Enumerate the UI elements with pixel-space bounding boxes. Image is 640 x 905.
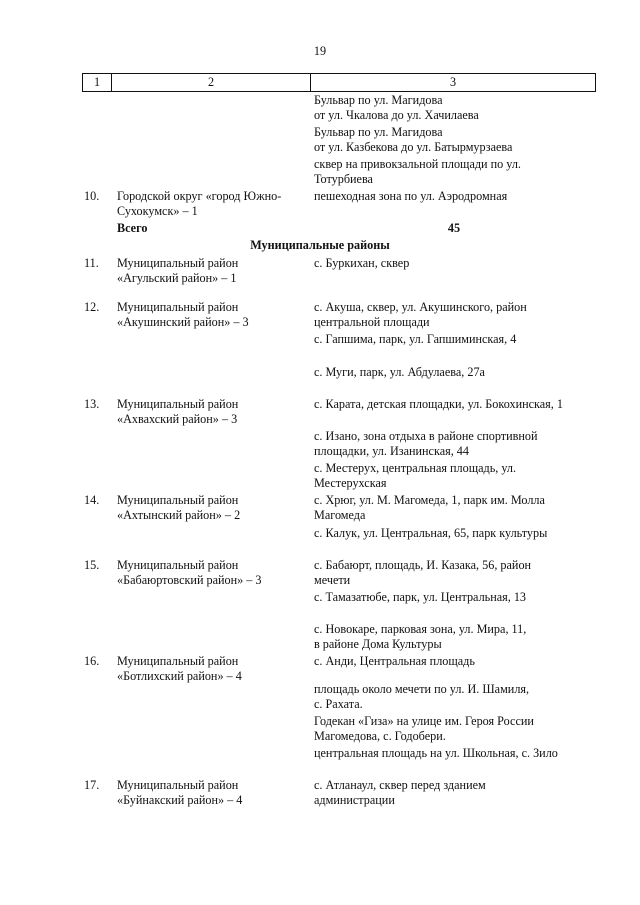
object-entry: с. Новокаре, парковая зона, ул. Мира, 11, в районе Дома Культуры: [314, 622, 527, 651]
object-entry: с. Изано, зона отдыха в районе спортивной площадки, ул. Изанинская, 44: [314, 429, 538, 458]
row-number: 12.: [84, 300, 100, 314]
object-entry: Годекан «Гиза» на улице им. Героя России Магомедова, с. Годобери.: [314, 714, 534, 743]
object-entry: с. Муги, парк, ул. Абдулаева, 27а: [314, 365, 485, 379]
object-entry: центральная площадь на ул. Школьная, с. Зило: [314, 746, 558, 760]
district-name: Городской округ «город Южно- Сухокумск» – 1: [117, 189, 282, 218]
object-entry: Бульвар по ул. Магидова от ул. Казбекова до ул. Батырмурзаева: [314, 125, 513, 154]
district-name: Муниципальный район «Буйнакский район» – 4: [117, 778, 243, 807]
total-value: 45: [447, 221, 461, 235]
row-number: 10.: [84, 189, 100, 203]
object-entry: с. Буркихан, сквер: [314, 256, 410, 270]
district-name: Муниципальный район «Агульский район» – 1: [117, 256, 239, 285]
row-number: 15.: [84, 558, 100, 572]
object-entry: пешеходная зона по ул. Аэродромная: [314, 189, 508, 203]
object-entry: с. Местерух, центральная площадь, ул. Местерухская: [314, 461, 517, 490]
row-number: 14.: [84, 493, 100, 507]
header-col-2: 2: [112, 74, 311, 91]
object-entry: с. Анди, Центральная площадь: [314, 654, 475, 668]
object-entry: с. Акуша, сквер, ул. Акушинского, район центральной площади: [314, 300, 527, 329]
district-name: Муниципальный район «Акушинский район» – 3: [117, 300, 249, 329]
district-name: Муниципальный район «Ахвахский район» – 3: [117, 397, 239, 426]
table-header: [82, 73, 596, 92]
total-label: Всего: [117, 221, 148, 235]
page-number: 19: [313, 44, 327, 58]
object-entry: Бульвар по ул. Магидова от ул. Чкалова до ул. Хачилаева: [314, 93, 479, 122]
section-title: Муниципальные районы: [250, 238, 390, 252]
row-number: 11.: [84, 256, 99, 270]
object-entry: с. Калук, ул. Центральная, 65, парк культуры: [314, 526, 548, 540]
header-col-1: 1: [83, 74, 112, 91]
object-entry: площадь около мечети по ул. И. Шамиля, с. Рахата.: [314, 682, 530, 711]
header-col-3: 3: [449, 75, 457, 89]
row-number: 17.: [84, 778, 100, 792]
object-entry: с. Карата, детская площадки, ул. Бокохинская, 1: [314, 397, 563, 411]
row-number: 16.: [84, 654, 100, 668]
row-number: 13.: [84, 397, 100, 411]
object-entry: сквер на привокзальной площади по ул. Тотурбиева: [314, 157, 521, 186]
object-entry: с. Бабаюрт, площадь, И. Казака, 56, район мечети: [314, 558, 532, 587]
district-name: Муниципальный район «Ботлихский район» – 4: [117, 654, 242, 683]
object-entry: с. Хрюг, ул. М. Магомеда, 1, парк им. Молла Магомеда: [314, 493, 545, 522]
object-entry: с. Тамазатюбе, парк, ул. Центральная, 13: [314, 590, 527, 604]
district-name: Муниципальный район «Ахтынский район» – 2: [117, 493, 241, 522]
object-entry: с. Гапшима, парк, ул. Гапшиминская, 4: [314, 332, 517, 346]
district-name: Муниципальный район «Бабаюртовский район» – 3: [117, 558, 262, 587]
object-entry: с. Атланаул, сквер перед зданием администрации: [314, 778, 486, 807]
